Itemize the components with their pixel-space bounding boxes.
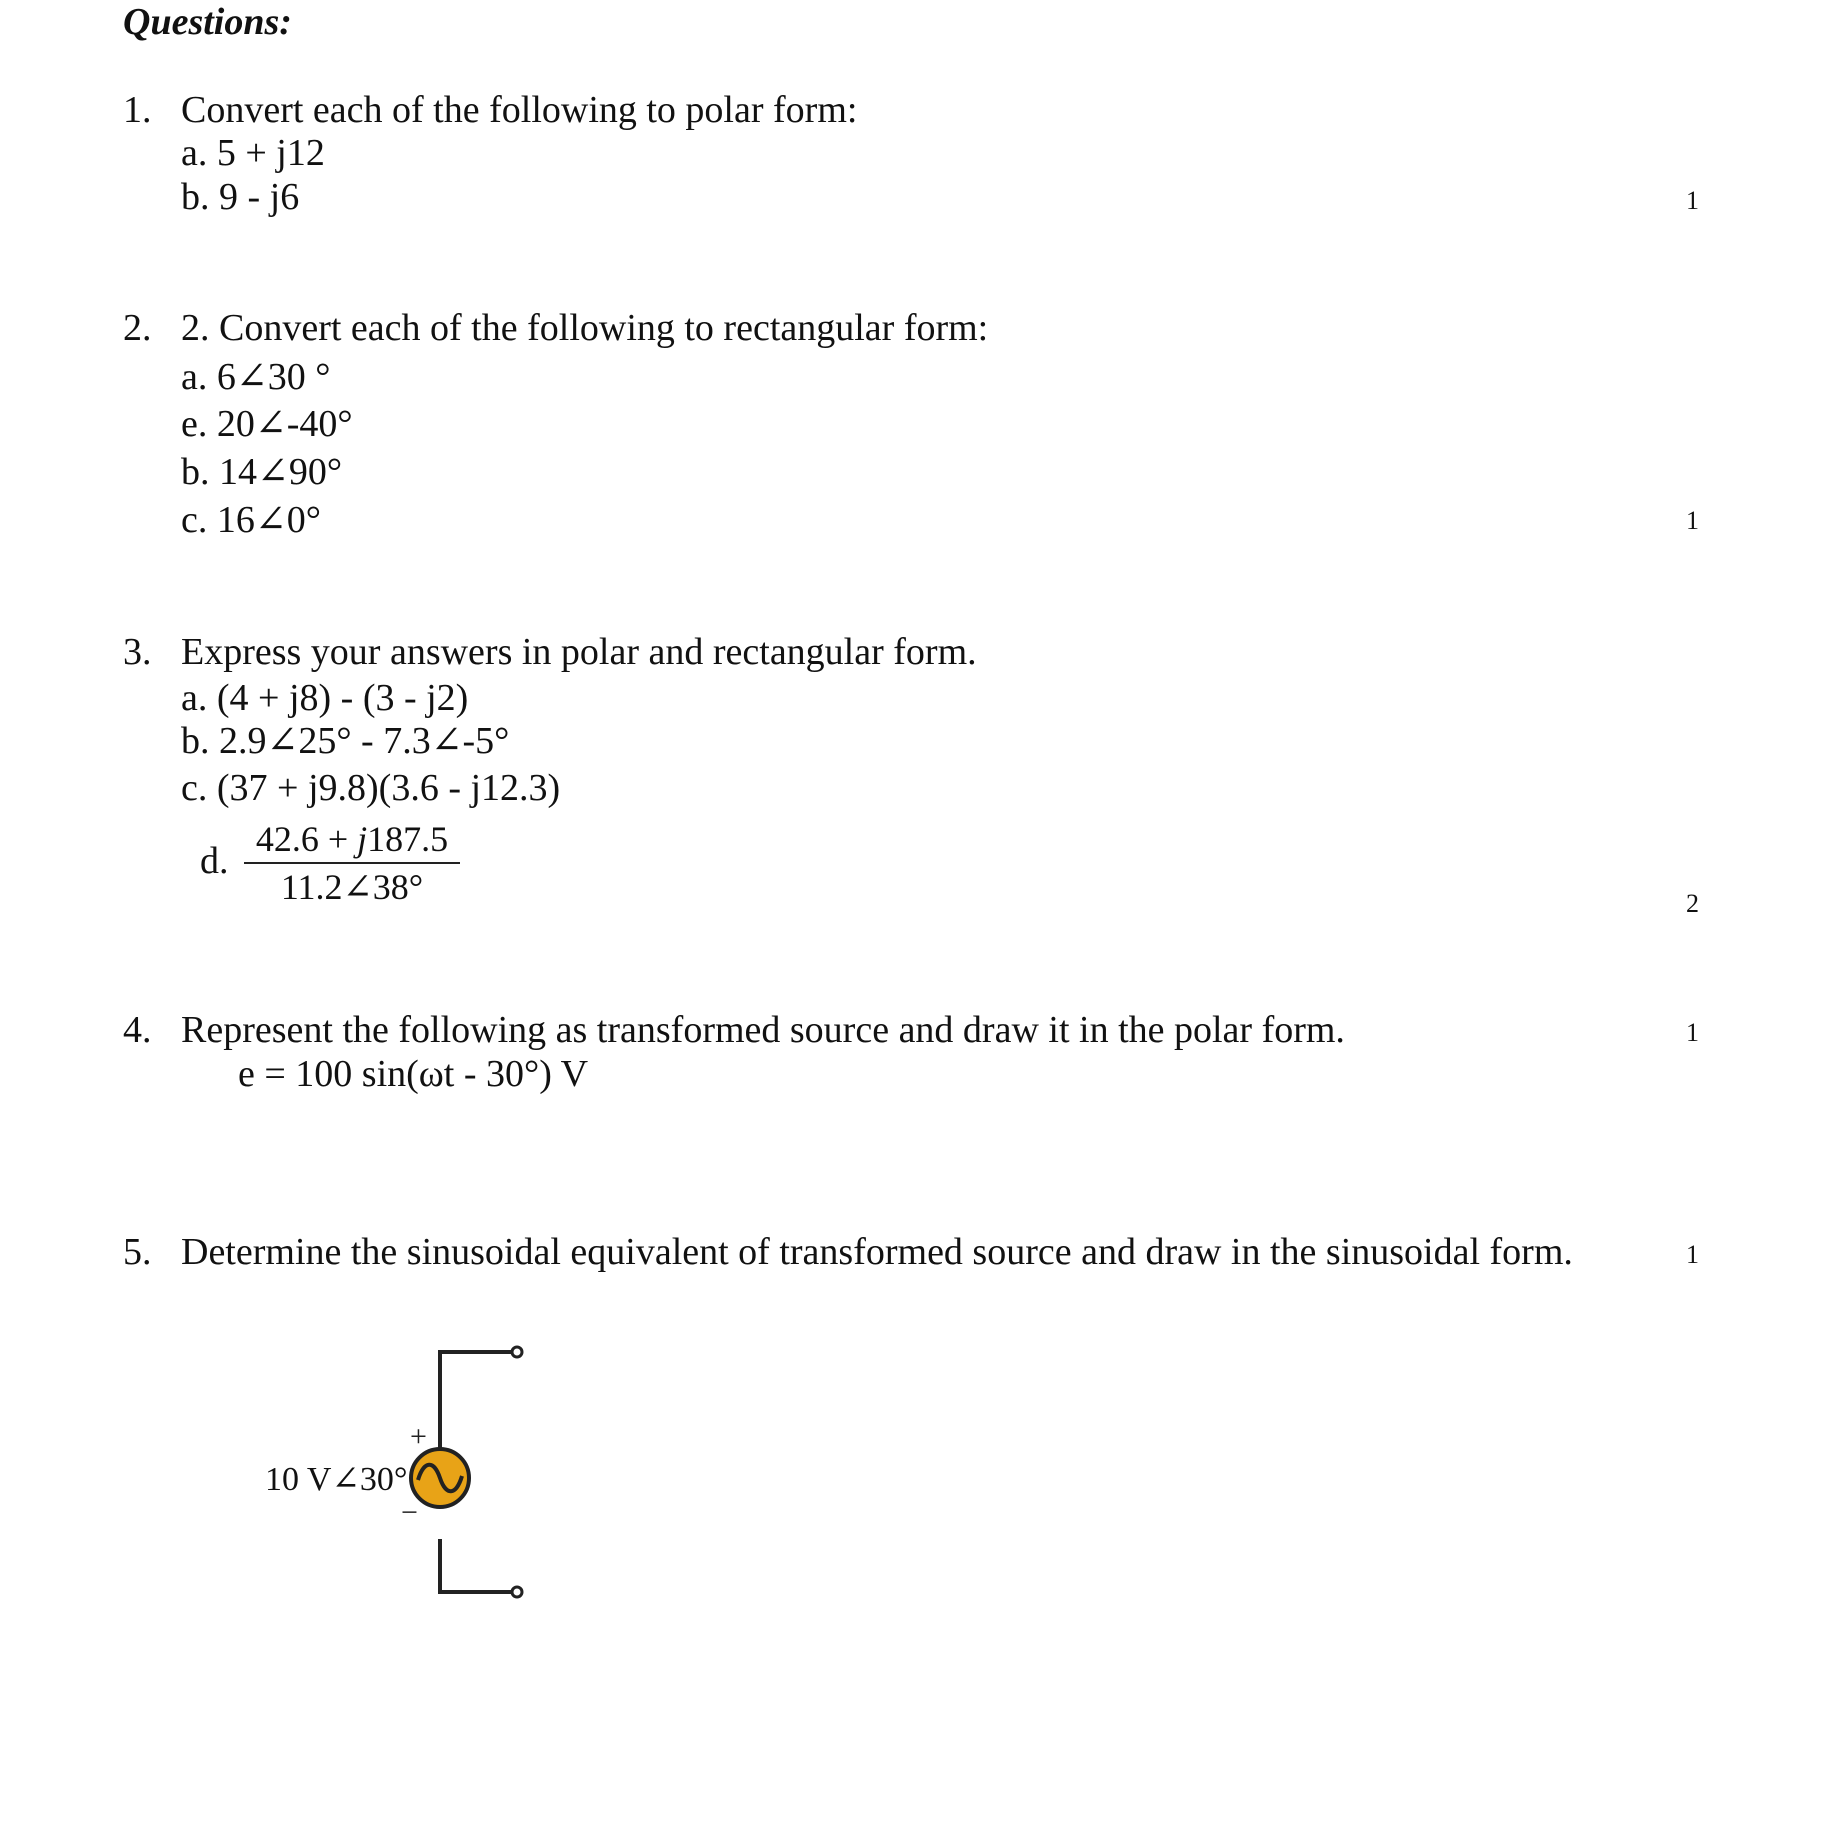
question-4-text: Represent the following as transformed source and draw it in the polar form. [181, 1009, 1345, 1051]
top-terminal [512, 1347, 522, 1357]
question-5-text: Determine the sinusoidal equivalent of transformed source and draw in the sinusoidal form. [181, 1231, 1573, 1273]
question-4-marks: 1 [1686, 1018, 1699, 1047]
question-2-text: 2. Convert each of the following to rectangular form: [181, 307, 989, 349]
plus-sign: + [410, 1420, 427, 1453]
question-5-marks: 1 [1686, 1240, 1699, 1269]
question-3-text: Express your answers in polar and rectangular form. [181, 631, 977, 673]
question-3-marks: 2 [1686, 889, 1699, 918]
question-2-item-e: e. 20∠-40° [181, 403, 353, 445]
question-2-marks: 1 [1686, 506, 1699, 535]
bottom-wire [440, 1539, 512, 1592]
question-1-item-a: a. 5 + j12 [181, 132, 325, 174]
fraction-denominator: 11.2∠38° [280, 867, 424, 907]
question-3-item-d-label: d. [200, 840, 229, 882]
bottom-terminal [512, 1587, 522, 1597]
ac-source-circuit [380, 1330, 540, 1610]
fraction-numerator-prefix: 42.6 + [255, 819, 358, 859]
question-1-text: Convert each of the following to polar form: [181, 89, 858, 131]
question-3-item-b: b. 2.9∠25° - 7.3∠-5° [181, 720, 510, 762]
question-1-number: 1. [123, 89, 152, 131]
page-heading: Questions: [123, 1, 292, 43]
question-1-marks: 1 [1686, 186, 1699, 215]
fraction-numerator [244, 818, 460, 864]
question-3-item-c: c. (37 + j9.8)(3.6 - j12.3) [181, 767, 561, 809]
minus-sign: − [401, 1496, 418, 1529]
question-3-item-a: a. (4 + j8) - (3 - j2) [181, 677, 469, 719]
question-2-number: 2. [123, 307, 152, 349]
question-4-formula: e = 100 sin(ωt - 30°) V [238, 1053, 589, 1095]
question-1-item-b: b. 9 - j6 [181, 176, 300, 218]
question-4-number: 4. [123, 1009, 152, 1051]
source-label: 10 V∠30° [265, 1461, 408, 1498]
question-3-item-d-fraction [244, 818, 460, 910]
question-2-item-a: a. 6∠30 ° [181, 356, 331, 398]
question-5-number: 5. [123, 1231, 152, 1273]
question-2-item-c: c. 16∠0° [181, 499, 321, 541]
fraction-numerator-j: j [357, 819, 368, 859]
question-3-number: 3. [123, 631, 152, 673]
question-2-item-b: b. 14∠90° [181, 451, 343, 493]
fraction-numerator-suffix: 187.5 [367, 819, 449, 859]
